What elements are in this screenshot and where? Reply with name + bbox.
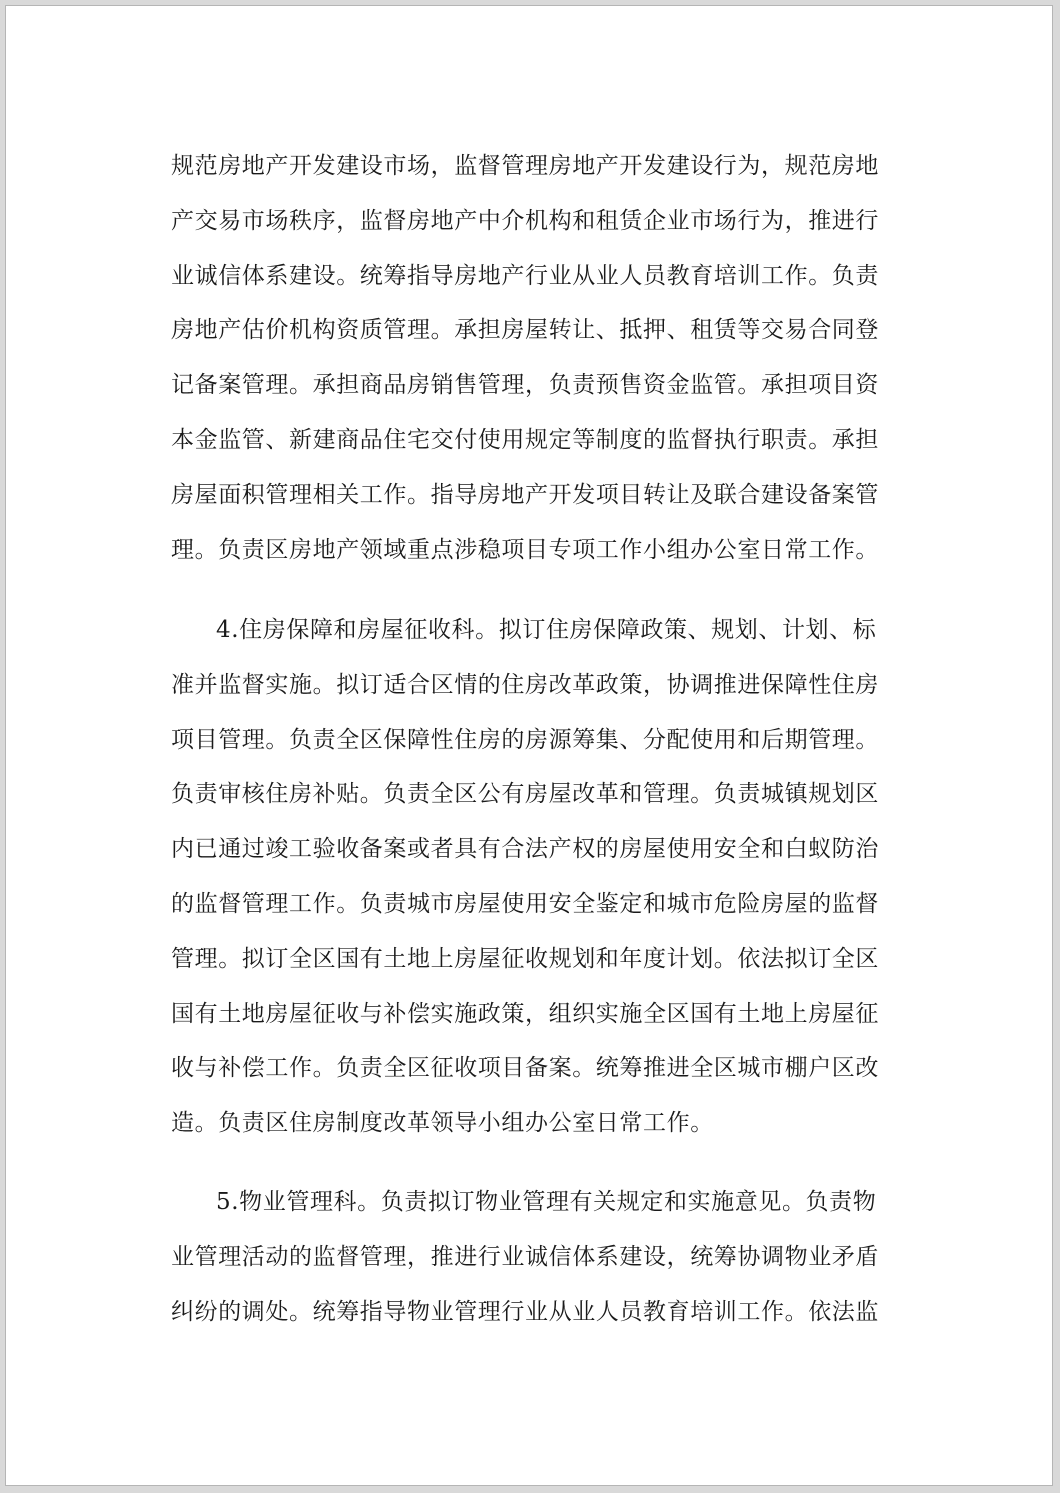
section-heading-line: 4.住房保障和房屋征收科。拟订住房保障政策、规划、计划、标	[216, 617, 877, 643]
paragraph-continuation	[171, 139, 887, 577]
text-line: 业管理活动的监督管理，推进行业诚信体系建设，统筹协调物业矛盾	[171, 1243, 879, 1270]
text-line: 准并监督实施。拟订适合区情的住房改革政策，协调推进保障性住房	[171, 671, 879, 698]
text-line: 产交易市场秩序，监督房地产中介机构和租赁企业市场行为，推进行	[171, 207, 879, 234]
text-line: 内已通过竣工验收备案或者具有合法产权的房屋使用安全和白蚁防治	[171, 836, 879, 863]
text-line: 项目管理。负责全区保障性住房的房源筹集、分配使用和后期管理。	[171, 726, 879, 753]
text-line: 国有土地房屋征收与补偿实施政策，组织实施全区国有土地上房屋征	[171, 1000, 879, 1027]
text-line: 记备案管理。承担商品房销售管理，负责预售资金监管。承担项目资	[171, 372, 879, 399]
text-line: 本金监管、新建商品住宅交付使用规定等制度的监督执行职责。承担	[171, 426, 879, 453]
text-line: 房地产估价机构资质管理。承担房屋转让、抵押、租赁等交易合同登	[171, 317, 879, 344]
text-line: 房屋面积管理相关工作。指导房地产开发项目转让及联合建设备案管	[171, 481, 879, 508]
section-heading-line: 5.物业管理科。负责拟订物业管理有关规定和实施意见。负责物	[216, 1189, 877, 1215]
text-line: 纠纷的调处。统筹指导物业管理行业从业人员教育培训工作。依法监	[171, 1298, 879, 1325]
paragraph-section-5	[171, 1175, 887, 1339]
text-line: 负责审核住房补贴。负责全区公有房屋改革和管理。负责城镇规划区	[171, 781, 879, 808]
text-line: 的监督管理工作。负责城市房屋使用安全鉴定和城市危险房屋的监督	[171, 890, 879, 917]
text-line: 理。负责区房地产领域重点涉稳项目专项工作小组办公室日常工作。	[171, 536, 879, 563]
text-line: 造。负责区住房制度改革领导小组办公室日常工作。	[171, 1110, 714, 1137]
text-line: 管理。拟订全区国有土地上房屋征收规划和年度计划。依法拟订全区	[171, 945, 879, 972]
paragraph-section-4	[171, 603, 887, 1151]
text-line: 收与补偿工作。负责全区征收项目备案。统筹推进全区城市棚户区改	[171, 1055, 879, 1082]
text-line: 规范房地产开发建设市场，监督管理房地产开发建设行为，规范房地	[171, 153, 879, 179]
text-line: 业诚信体系建设。统筹指导房地产行业从业人员教育培训工作。负责	[171, 262, 879, 289]
document-page	[5, 5, 1053, 1486]
